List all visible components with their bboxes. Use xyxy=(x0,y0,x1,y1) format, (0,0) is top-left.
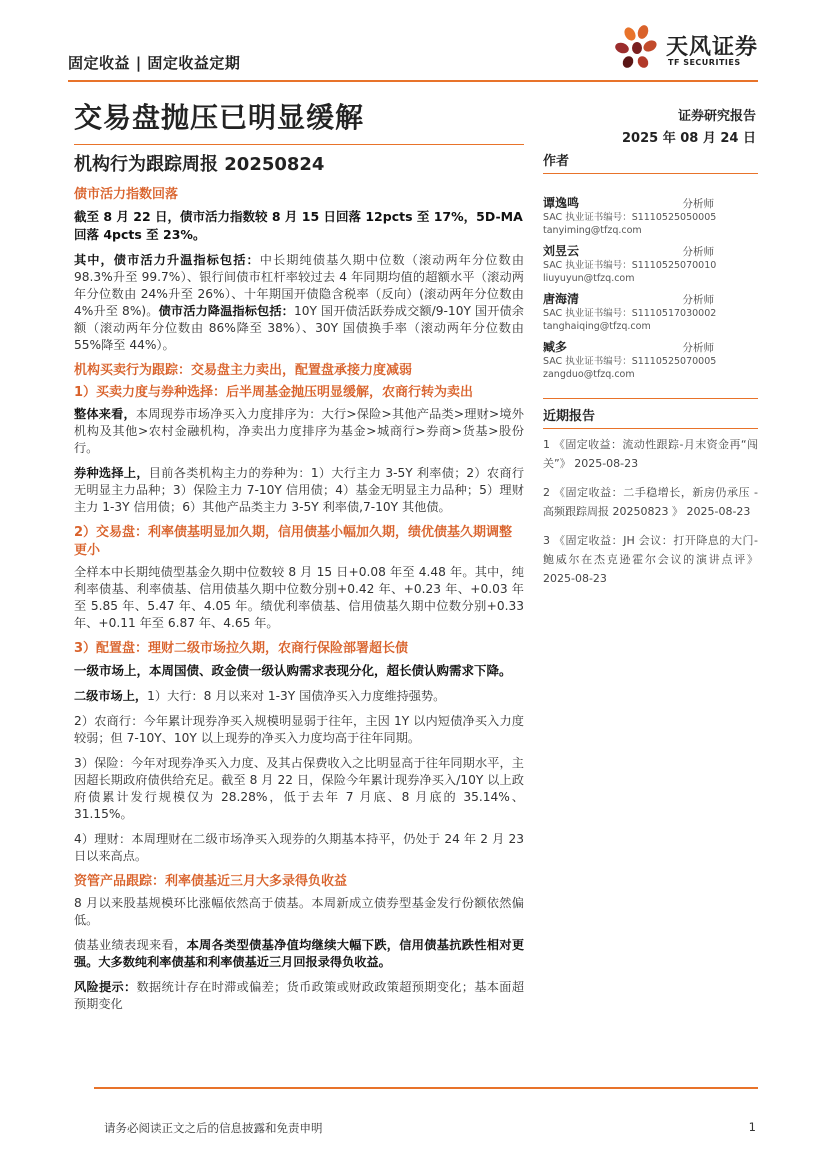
footer-divider xyxy=(94,1087,758,1089)
report-type: 证券研究报告 xyxy=(677,109,756,124)
lead-text: 其中，债市活力升温指标包括： xyxy=(74,253,260,267)
body-text: 10Y 国开债活跃券成交额/9-10Y 国开债余额（滚动两年分位数由 86%降至 38%）、30Y 国债换手率（滚动两年分位数由 55%降至 44%）。 xyxy=(74,304,524,352)
author-card xyxy=(543,290,758,333)
author-role: 分析师 xyxy=(682,246,714,258)
lead-text: 整体来看， xyxy=(74,407,136,421)
risk-paragraph xyxy=(74,979,524,1013)
sidebar xyxy=(543,150,758,598)
recent-report-link[interactable]: 3 《固定收益：JH 会议：打开降息的大门-鲍威尔在杰克逊霍尔会议的演讲点评》 2025-08-23 xyxy=(543,534,758,585)
emphasis-text: 本周各类型债基净值均继续大幅下跌，信用债基抗跌性相对更强。大多数纯利率债基和利率债基近三月回报录得负收益。 xyxy=(74,938,525,969)
author-email[interactable]: tanyiming@tfzq.com xyxy=(543,225,642,236)
report-category: 固定收益 | 固定收益定期 xyxy=(68,54,241,72)
body-paragraph xyxy=(74,252,524,354)
body-paragraph: 8 月以来股基规模环比涨幅依然高于债基。本周新成立债券型基金发行份额依然偏低。 xyxy=(74,896,524,927)
page-number: 1 xyxy=(748,1120,756,1134)
main-content xyxy=(74,186,524,1021)
body-paragraph: 2）农商行：今年累计现券净买入规模明显弱于往年，主因 1Y 以内短债净买入力度较弱；但 7-10Y、10Y 以上现券的净买入力度均高于往年同期。 xyxy=(74,714,524,745)
brand-name: 天风证券 xyxy=(666,35,759,60)
section-heading: 机构买卖行为跟踪：交易盘主力卖出，配置盘承接力度减弱 xyxy=(74,363,413,378)
author-cert: SAC 执业证书编号：S1110525070010 xyxy=(543,260,717,271)
title-divider xyxy=(74,144,524,145)
section-heading: 债市活力指数回落 xyxy=(74,187,179,202)
author-cert: SAC 执业证书编号：S1110525050005 xyxy=(543,212,717,223)
body-paragraph: 一级市场上，本周国债、政金债一级认购需求表现分化，超长债认购需求下降。 xyxy=(74,663,512,678)
recent-report-link[interactable]: 2 《固定收益：二手稳增长，新房仍承压 - 高频跟踪周报 20250823 》 2025-08-23 xyxy=(543,486,758,518)
author-name: 谭逸鸣 xyxy=(543,196,580,210)
body-paragraph xyxy=(74,937,524,971)
body-text: 债基业绩表现来看， xyxy=(74,938,187,952)
author-name: 臧多 xyxy=(543,340,568,354)
summary-paragraph: 截至 8 月 22 日，债市活力指数较 8 月 15 日回落 12pcts 至 17%，5D-MA 回落 4pcts 至 23%。 xyxy=(74,209,523,242)
author-role: 分析师 xyxy=(682,342,714,354)
author-email[interactable]: zangduo@tfzq.com xyxy=(543,369,635,380)
subsection-heading: 1）买卖力度与券种选择：后半周基金抛压明显缓解，农商行转为卖出 xyxy=(74,385,474,400)
author-role: 分析师 xyxy=(682,198,714,210)
body-text: 目前各类机构主力的券种为：1）大行主力 3-5Y 利率债；2）农商行无明显主力品种；3）保险主力 7-10Y 信用债；4）基金无明显主力品种；5）理财主力 1-3Y 信用债；6）其他产品类主力 3-5Y 利率债,7-10Y 其他债。 xyxy=(74,466,525,514)
subsection-heading: 2）交易盘：利率债基明显加久期，信用债基小幅加久期，绩优债基久期调整更小 xyxy=(74,525,513,558)
author-list xyxy=(543,194,758,381)
author-card xyxy=(543,194,758,237)
section-heading: 资管产品跟踪：利率债基近三月大多录得负收益 xyxy=(74,874,348,889)
body-paragraph: 4）理财：本周理财在二级市场净买入现券的久期基本持平，仍处于 24 年 2 月 23 日以来高点。 xyxy=(74,832,524,863)
author-role: 分析师 xyxy=(682,294,714,306)
lead-text: 债市活力降温指标包括： xyxy=(158,304,294,318)
author-cert: SAC 执业证书编号：S1110525070005 xyxy=(543,356,717,367)
lead-text: 风险提示： xyxy=(74,980,137,994)
body-text: 中长期纯债基久期中位数（滚动两年分位数由 98.3%升至 99.7%）、银行间债市杠杆率较过去 4 年同期均值的超额水平（滚动两年分位数由 24%升至 26%）、十年期国开债隐含税率（反向）(滚动两年分位数由 4%升至 8%)。 xyxy=(74,253,525,318)
author-card xyxy=(543,242,758,285)
page-subtitle: 机构行为跟踪周报 20250824 xyxy=(74,154,325,175)
author-name: 唐海清 xyxy=(543,292,580,306)
body-paragraph: 全样本中长期纯债型基金久期中位数较 8 月 15 日+0.08 年至 4.48 年。其中，纯利率债基、利率债基、信用债基久期中位数分别+0.42 年、+0.23 年、+0.03 年至 5.85 年、5.47 年、4.05 年。绩优利率债基、信用债基久期中位数分别+0.33 年、+0.11 年至 6.87 年、4.65 年。 xyxy=(74,565,524,630)
body-paragraph xyxy=(74,406,524,457)
body-paragraph: 3）保险：今年对现券净买入力度、及其占保费收入之比明显高于往年同期水平，主因超长期政府债供给充足。截至 8 月 22 日，保险今年累计现券净买入/10Y 以上政府债累计发行规模仅为 28.28%，低于去年 7 月底、8 月底的 35.14%、31.15%。 xyxy=(74,756,524,821)
author-name: 刘昱云 xyxy=(543,244,580,258)
page-title: 交易盘抛压已明显缓解 xyxy=(74,101,365,134)
author-email[interactable]: liuyuyun@tfzq.com xyxy=(543,273,635,284)
lead-text: 券种选择上， xyxy=(74,466,149,480)
body-text: 本周现券市场净买入力度排序为：大行>保险>其他产品类>理财>境外机构及其他>农村金融机构，净卖出力度排序为基金>城商行>券商>货基>股份行。 xyxy=(74,407,524,455)
author-email[interactable]: tanghaiqing@tfzq.com xyxy=(543,321,651,332)
body-paragraph xyxy=(74,688,524,705)
brand-name-english: TF SECURITIES xyxy=(668,58,741,67)
body-text: 数据统计存在时滞或偏差；货币政策或财政政策超预期变化；基本面超预期变化 xyxy=(74,980,525,1011)
lead-text: 二级市场上， xyxy=(74,689,148,703)
header-divider xyxy=(68,80,758,82)
authors-heading: 作者 xyxy=(543,150,758,174)
report-date: 2025 年 08 月 24 日 xyxy=(622,131,756,146)
body-paragraph xyxy=(74,465,524,516)
logo-petal-icon xyxy=(614,24,659,70)
body-text: 1）大行：8 月以来对 1-3Y 国债净买入力度维持强势。 xyxy=(147,689,446,703)
subsection-heading: 3）配置盘：理财二级市场拉久期，农商行保险部署超长债 xyxy=(74,641,409,656)
recent-report-link[interactable]: 1 《固定收益：流动性跟踪-月末资金再“闯关”》 2025-08-23 xyxy=(543,438,758,470)
author-cert: SAC 执业证书编号：S1110517030002 xyxy=(543,308,717,319)
recent-reports-heading: 近期报告 xyxy=(543,398,758,429)
author-card xyxy=(543,338,758,381)
footer-disclaimer: 请务必阅读正文之后的信息披露和免责申明 xyxy=(104,1121,323,1135)
